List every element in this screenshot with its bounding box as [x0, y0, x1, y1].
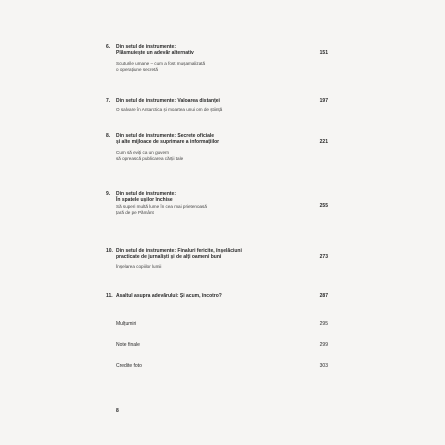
chapter-title-line: Din setul de instrumente:: [116, 191, 177, 197]
toc-entry-8: [106, 133, 328, 162]
chapter-page: 273: [319, 254, 328, 260]
chapter-title-line: Asaltul asupra adevărului: Și acum, încotro?: [116, 293, 222, 299]
back-matter-page: 303: [319, 363, 328, 369]
toc-entry-6: [106, 44, 328, 73]
chapter-number: 9.: [106, 191, 111, 197]
toc-endnotes: [116, 342, 328, 348]
chapter-subtitle-line: Înșelarea copiilor lumii: [116, 263, 162, 269]
chapter-title-line: În spatele ușilor închise: [116, 197, 173, 204]
chapter-subtitle-line: țară de pe Pământ: [116, 209, 154, 215]
chapter-number: 8.: [106, 133, 111, 139]
chapter-page: 287: [319, 293, 328, 299]
chapter-number: 6.: [106, 44, 111, 50]
toc-entry-10: [106, 248, 328, 270]
chapter-subtitle-line: Să superi multă lume în cea mai prietenoasă: [116, 203, 207, 209]
chapter-subtitle-line: Scuturile umane – cum a fost mușamalizată: [116, 60, 206, 66]
chapter-number: 7.: [106, 98, 111, 104]
chapter-page: 151: [319, 50, 328, 56]
toc-photo-credits: [116, 363, 328, 369]
chapter-page: 221: [319, 139, 328, 145]
chapter-subtitle-line: O salvare în Antarctica și moartea unui om de știință: [116, 107, 223, 113]
chapter-page: 197: [319, 98, 328, 104]
chapter-number: 10.: [106, 248, 113, 254]
toc-acknowledgements: [116, 321, 328, 327]
chapter-page: 255: [319, 203, 328, 209]
chapter-subtitle-line: să oprească publicarea cărții tale: [116, 155, 184, 161]
back-matter-label: Note finale: [116, 342, 140, 348]
chapter-title-line: practicate de jurnaliști și de alți oameni buni: [116, 254, 222, 261]
back-matter-label: Mulțumiri: [116, 321, 137, 327]
chapter-title-line: Din setul de instrumente: Valoarea distanței: [116, 98, 220, 104]
chapter-title-line: Plăsmuiește un adevăr alternativ: [116, 50, 194, 57]
toc-entry-7: [106, 98, 328, 113]
page-number: 8: [116, 408, 119, 414]
chapter-title-line: și alte mijloace de suprimare a informațiilor: [116, 139, 220, 146]
chapter-title-line: Din setul de instrumente: Finaluri fericite, înșelăciuni: [116, 248, 242, 254]
chapter-subtitle-line: o operațiune secretă: [116, 66, 158, 72]
back-matter-page: 299: [319, 342, 328, 348]
chapter-subtitle-line: Cum să eviți ca un guvern: [116, 149, 170, 155]
toc-entry-11: [106, 293, 328, 299]
toc-entry-9: [106, 191, 328, 216]
chapter-title-line: Din setul de instrumente:: [116, 44, 177, 50]
chapter-title-line: Din setul de instrumente: Secrete oficiale: [116, 133, 215, 139]
back-matter-label: Credite foto: [116, 363, 142, 369]
chapter-number: 11.: [106, 293, 113, 299]
back-matter-page: 295: [319, 321, 328, 327]
